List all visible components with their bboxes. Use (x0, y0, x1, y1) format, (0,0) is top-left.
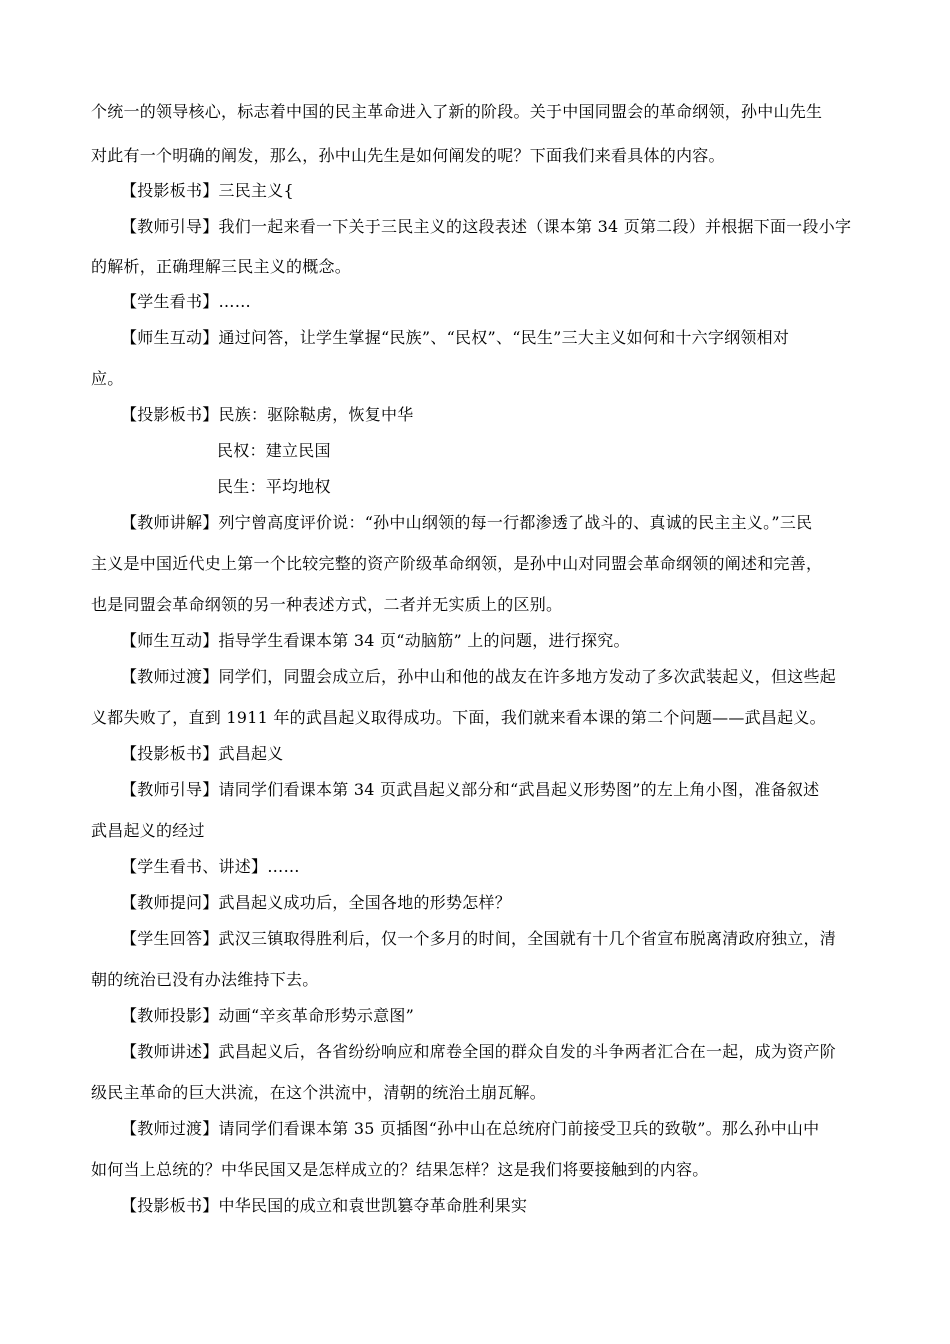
text-line: 【教师投影】动画“辛亥革命形势示意图” (121, 1006, 415, 1025)
text-line: 民生：平均地权 (217, 477, 331, 496)
text-line: 民权：建立民国 (217, 441, 331, 460)
text-line: 【投影板书】武昌起义 (121, 744, 284, 763)
text-line: 【教师讲解】列宁曾高度评价说：“孙中山纲领的每一行都渗透了战斗的、真诚的民主主义。”三民 (121, 513, 813, 532)
text-line: 【投影板书】中华民国的成立和袁世凯篡夺革命胜利果实 (121, 1196, 528, 1215)
text-line: 朝的统治已没有办法维持下去。 (91, 970, 319, 989)
text-line: 【教师提问】武昌起义成功后，全国各地的形势怎样？ (121, 893, 512, 912)
text-line: 个统一的领导核心，标志着中国的民主革命进入了新的阶段。关于中国同盟会的革命纲领，孙中山先生 (91, 102, 823, 121)
text-line: 【投影板书】民族：驱除鞑虏，恢复中华 (121, 405, 414, 424)
text-line: 的解析，正确理解三民主义的概念。 (91, 257, 352, 276)
text-line: 义都失败了，直到 1911 年的武昌起义取得成功。下面，我们就来看本课的第二个问题——武昌起义。 (91, 708, 826, 727)
text-line: 【投影板书】三民主义{ (121, 181, 294, 200)
text-line: 级民主革命的巨大洪流，在这个洪流中，清朝的统治土崩瓦解。 (91, 1083, 547, 1102)
text-line: 应。 (91, 369, 124, 388)
text-line: 【师生互动】通过问答，让学生掌握“民族”、“民权”、“民生”三大主义如何和十六字纲领相对 (121, 328, 790, 347)
text-line: 【学生看书】…… (121, 292, 252, 311)
text-line: 【学生看书、讲述】…… (121, 857, 300, 876)
text-line: 【教师过渡】请同学们看课本第 35 页插图“孙中山在总统府门前接受卫兵的致敬”。那么孙中山中 (121, 1119, 820, 1138)
text-line: 如何当上总统的？中华民国又是怎样成立的？结果怎样？这是我们将要接触到的内容。 (91, 1160, 709, 1179)
text-line: 【学生回答】武汉三镇取得胜利后，仅一个多月的时间，全国就有十几个省宣布脱离清政府独立，清 (121, 929, 837, 948)
text-line: 武昌起义的经过 (91, 821, 205, 840)
text-line: 【师生互动】指导学生看课本第 34 页“动脑筋” 上的问题，进行探究。 (121, 631, 630, 650)
text-line: 【教师过渡】同学们，同盟会成立后，孙中山和他的战友在许多地方发动了多次武装起义，但这些起 (121, 667, 837, 686)
text-line: 主义是中国近代史上第一个比较完整的资产阶级革命纲领，是孙中山对同盟会革命纲领的阐述和完善， (91, 554, 823, 573)
text-line: 【教师讲述】武昌起义后，各省纷纷响应和席卷全国的群众自发的斗争两者汇合在一起，成为资产阶 (121, 1042, 837, 1061)
text-line: 也是同盟会革命纲领的另一种表述方式，二者并无实质上的区别。 (91, 595, 563, 614)
text-line: 【教师引导】我们一起来看一下关于三民主义的这段表述（课本第 34 页第二段）并根据下面一段小字 (121, 217, 852, 236)
text-line: 对此有一个明确的阐发，那么，孙中山先生是如何阐发的呢？下面我们来看具体的内容。 (91, 146, 725, 165)
text-line: 【教师引导】请同学们看课本第 34 页武昌起义部分和“武昌起义形势图”的左上角小图，准备叙述 (121, 780, 820, 799)
